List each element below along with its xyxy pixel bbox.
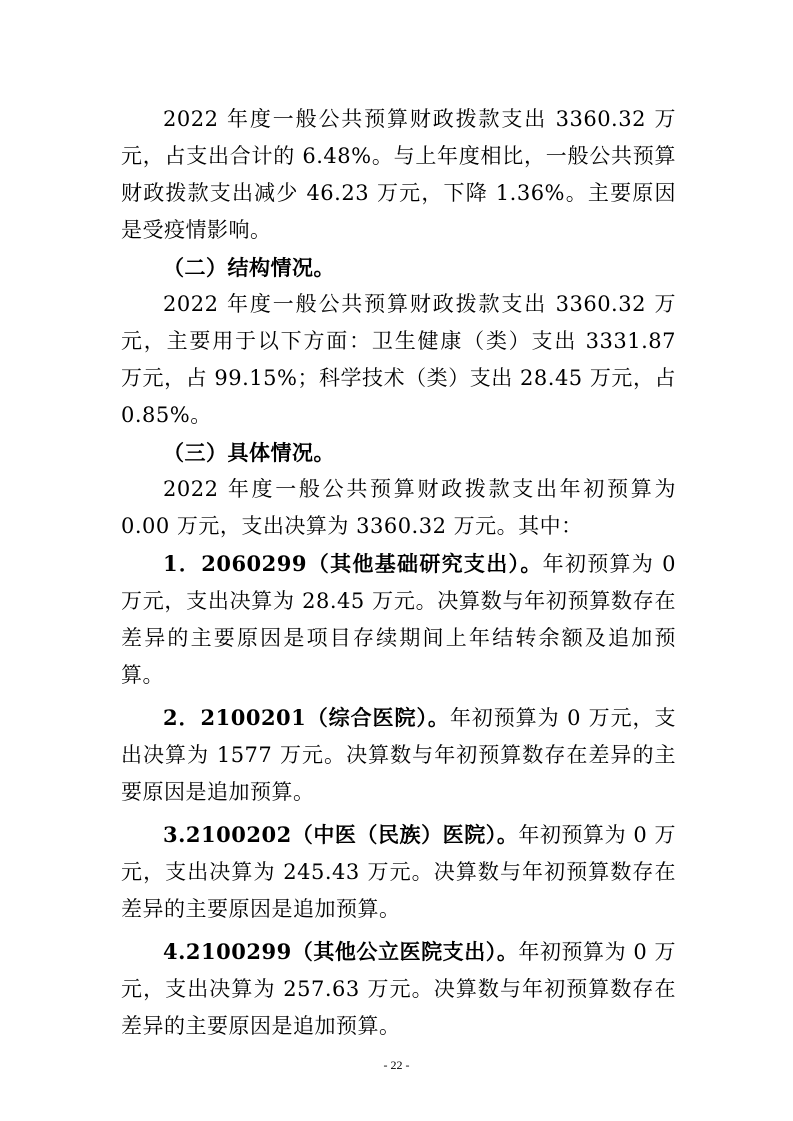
paragraph-details-summary: 2022 年度一般公共预算财政拨款支出年初预算为 0.00 万元，支出决算为 3360.32 万元。其中： (121, 477, 676, 538)
item-2100299 (121, 933, 676, 1045)
item-2100202-text: 年初预算为 0 万元，支出决算为 245.43 万元。决算数与年初预算数存在差异的主要原因是追加预算。 (121, 823, 676, 921)
item-2100299-text: 年初预算为 0 万元，支出决算为 257.63 万元。决算数与年初预算数存在差异的主要原因是追加预算。 (121, 940, 676, 1038)
heading-structure: （二）结构情况。 (163, 255, 335, 280)
item-2100201 (121, 699, 676, 811)
item-2100202-title: 3.2100202（中医（民族）医院）。 (163, 822, 519, 847)
item-2060299-text: 年初预算为 0 万元，支出决算为 28.45 万元。决算数与年初预算数存在差异的主要原因是项目存续期间上年结转余额及追加预算。 (121, 552, 676, 687)
item-2100201-title: 2．2100201（综合医院）。 (163, 705, 450, 730)
item-2060299-title: 1．2060299（其他基础研究支出）。 (163, 551, 543, 576)
page-number: - 22 - (383, 1058, 410, 1072)
document-body (121, 101, 676, 1045)
item-2060299 (121, 545, 676, 694)
paragraph-total-expenditure: 2022 年度一般公共预算财政拨款支出 3360.32 万元，占支出合计的 6.48%。与上年度相比，一般公共预算财政拨款支出减少 46.23 万元，下降 1.36%。主要原因是受疫情影响。 (121, 107, 676, 242)
item-2100201-text: 年初预算为 0 万元，支出决算为 1577 万元。决算数与年初预算数存在差异的主要原因是追加预算。 (121, 706, 676, 804)
heading-details: （三）具体情况。 (163, 440, 335, 465)
item-2100299-title: 4.2100299（其他公立医院支出）。 (163, 939, 519, 964)
paragraph-structure: 2022 年度一般公共预算财政拨款支出 3360.32 万元，主要用于以下方面：卫生健康（类）支出 3331.87 万元，占 99.15%；科学技术（类）支出 28.45 万元，占 0.85%。 (121, 292, 676, 427)
item-2100202 (121, 816, 676, 928)
